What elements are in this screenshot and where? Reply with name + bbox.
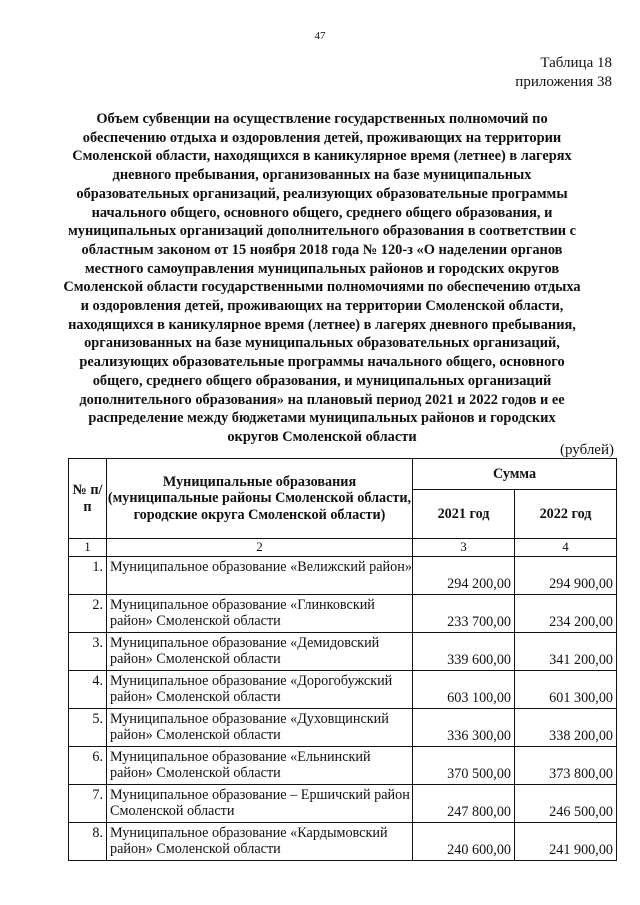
municipality-name: Муниципальное образование «Кардымовский район» Смоленской области bbox=[107, 822, 413, 860]
table-reference-line2: приложения 38 bbox=[515, 74, 612, 90]
amount-2022: 246 500,00 bbox=[515, 784, 617, 822]
municipality-name: Муниципальное образование «Демидовский район» Смоленской области bbox=[107, 632, 413, 670]
header-year-2021: 2021 год bbox=[413, 490, 515, 539]
amount-2022: 234 200,00 bbox=[515, 594, 617, 632]
row-number: 1. bbox=[69, 556, 107, 594]
subvention-table bbox=[68, 458, 617, 861]
amount-2021: 233 700,00 bbox=[413, 594, 515, 632]
column-number: 4 bbox=[515, 539, 617, 557]
header-number: № п/п bbox=[69, 459, 107, 539]
amount-2022: 373 800,00 bbox=[515, 746, 617, 784]
header-municipality: Муниципальные образования (муниципальные районы Смоленской области, городские округа Смоленской области) bbox=[107, 459, 413, 539]
amount-2021: 240 600,00 bbox=[413, 822, 515, 860]
table-reference-line1: Таблица 18 bbox=[540, 55, 612, 71]
amount-2021: 336 300,00 bbox=[413, 708, 515, 746]
table-row bbox=[69, 784, 617, 822]
column-number: 1 bbox=[69, 539, 107, 557]
amount-2021: 370 500,00 bbox=[413, 746, 515, 784]
header-year-2022: 2022 год bbox=[515, 490, 617, 539]
table-row bbox=[69, 822, 617, 860]
row-number: 7. bbox=[69, 784, 107, 822]
currency-unit: (рублей) bbox=[559, 442, 614, 458]
amount-2022: 601 300,00 bbox=[515, 670, 617, 708]
table-body bbox=[69, 539, 617, 861]
amount-2021: 603 100,00 bbox=[413, 670, 515, 708]
municipality-name: Муниципальное образование – Ершичский район Смоленской области bbox=[107, 784, 413, 822]
row-number: 6. bbox=[69, 746, 107, 784]
municipality-name: Муниципальное образование «Дорогобужский район» Смоленской области bbox=[107, 670, 413, 708]
document-title: Объем субвенции на осуществление государственных полномочий по обеспечению отдыха и оздоровления детей, проживающих на территории Смоленской области, находящихся в каникулярное время (летнее) в лагерях дневного пребывания, организованных на базе муниципальных образовательных организаций, реализующих образовательные программы начального общего, основного общего, среднего общего образования, и муниципальных организаций дополнительного образования в соответствии с областным законом от 15 ноября 2018 года № 120-з «О наделении органов местного самоуправления муниципальных районов и городских округов Смоленской области государственными полномочиями по обеспечению отдыха и оздоровления детей, проживающих на территории Смоленской области, находящихся в каникулярное время (летнее) в лагерях дневного пребывания, организованных на базе муниципальных образовательных организаций, реализующих образовательные программы начального общего, основного общего, среднего общего образования, и муниципальных организаций дополнительного образования» на плановый период 2021 и 2022 годов и ее распределение между бюджетами муниципальных районов и городских округов Смоленской области bbox=[63, 111, 581, 445]
row-number: 4. bbox=[69, 670, 107, 708]
amount-2022: 341 200,00 bbox=[515, 632, 617, 670]
table-row bbox=[69, 632, 617, 670]
municipality-name: Муниципальное образование «Глинковский район» Смоленской области bbox=[107, 594, 413, 632]
amount-2021: 294 200,00 bbox=[413, 556, 515, 594]
municipality-name: Муниципальное образование «Ельнинский район» Смоленской области bbox=[107, 746, 413, 784]
column-numbers-row bbox=[69, 539, 617, 557]
amount-2021: 247 800,00 bbox=[413, 784, 515, 822]
amount-2021: 339 600,00 bbox=[413, 632, 515, 670]
table-row bbox=[69, 708, 617, 746]
row-number: 2. bbox=[69, 594, 107, 632]
row-number: 5. bbox=[69, 708, 107, 746]
page-number: 47 bbox=[314, 30, 326, 42]
table-row bbox=[69, 670, 617, 708]
column-number: 2 bbox=[107, 539, 413, 557]
table-row bbox=[69, 556, 617, 594]
municipality-name: Муниципальное образование «Велижский район» bbox=[107, 556, 413, 594]
row-number: 3. bbox=[69, 632, 107, 670]
amount-2022: 338 200,00 bbox=[515, 708, 617, 746]
row-number: 8. bbox=[69, 822, 107, 860]
column-number: 3 bbox=[413, 539, 515, 557]
table-reference bbox=[515, 54, 612, 92]
amount-2022: 294 900,00 bbox=[515, 556, 617, 594]
header-sum: Сумма bbox=[413, 459, 617, 490]
table-row bbox=[69, 746, 617, 784]
table-row bbox=[69, 594, 617, 632]
municipality-name: Муниципальное образование «Духовщинский район» Смоленской области bbox=[107, 708, 413, 746]
amount-2022: 241 900,00 bbox=[515, 822, 617, 860]
